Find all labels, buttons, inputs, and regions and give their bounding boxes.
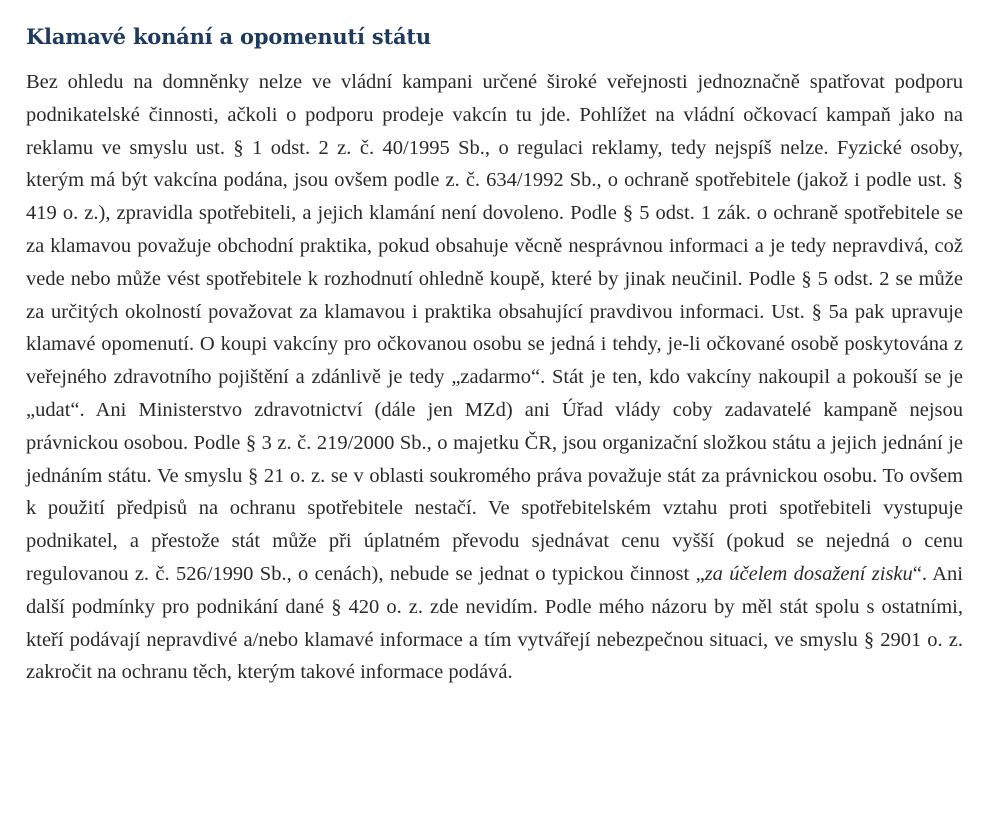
article-paragraph [26, 66, 963, 689]
italic-quote: za účelem dosažení zisku [704, 562, 913, 585]
section-heading: Klamavé konání a opomenutí státu [26, 24, 431, 49]
paragraph-text-part-1: Bez ohledu na domněnky nelze ve vládní kampani určené široké veřejnosti jednoznačně spatřovat podporu podnikatelské činnosti, ačkoli o podporu prodeje vakcín tu jde. Pohlížet na vládní očkovací kampaň jako na reklamu ve smyslu ust. § 1 odst. 2 z. č. 40/1995 Sb., o regulaci reklamy, tedy nejspíš nelze. Fyzické osoby, kterým má být vakcína podána, jsou ovšem podle z. č. 634/1992 Sb., o ochraně spotřebitele (jakož i podle ust. § 419 o. z.), zpravidla spotřebiteli, a jejich klamání není dovoleno. Podle § 5 odst. 1 zák. o ochraně spotřebitele se za klamavou považuje obchodní praktika, pokud obsahuje věcně nesprávnou informaci a je tedy nepravdivá, což vede nebo může vést spotřebitele k rozhodnutí ohledně koupě, které by jinak neučinil. Podle § 5 odst. 2 se může za určitých okolností považovat za klamavou i praktika obsahující pravdivou informaci. Ust. § 5a pak upravuje klamavé opomenutí. O koupi vakcíny pro očkovanou osobu se jedná i tehdy, je-li očkované osobě poskytována z veřejného zdravotního pojištění a zdánlivě je tedy „zadarmo“. Stát je ten, kdo vakcíny nakoupil a pokouší se je „udat“. Ani Ministerstvo zdravotnictví (dále jen MZd) ani Úřad vlády coby zadavatelé kampaně nejsou právnickou osobou. Podle § 3 z. č. 219/2000 Sb., o majetku ČR, jsou organizační složkou státu a jejich jednání je jednáním státu. Ve smyslu § 21 o. z. se v oblasti soukromého práva považuje stát za právnickou osobu. To ovšem k použití předpisů na ochranu spotřebitele nestačí. Ve spotřebitelském vztahu proti spotřebiteli vystupuje podnikatel, a přestože stát může při úplatném převodu sjednávat cenu vyšší (pokud se nejedná o cenu regulovanou z. č. 526/1990 Sb., o cenách), nebude se jednat o typickou činnost „ [26, 71, 963, 585]
paragraph-text-part-2: “. Ani další podmínky pro podnikání dané § 420 o. z. zde nevidím. Podle mého názoru by měl stát spolu s ostatními, kteří podávají nepravdivé a/nebo klamavé informace a tím vytvářejí nebezpečnou situaci, ve smyslu § 2901 o. z. zakročit na ochranu těch, kterým takové informace podává. [26, 562, 963, 684]
